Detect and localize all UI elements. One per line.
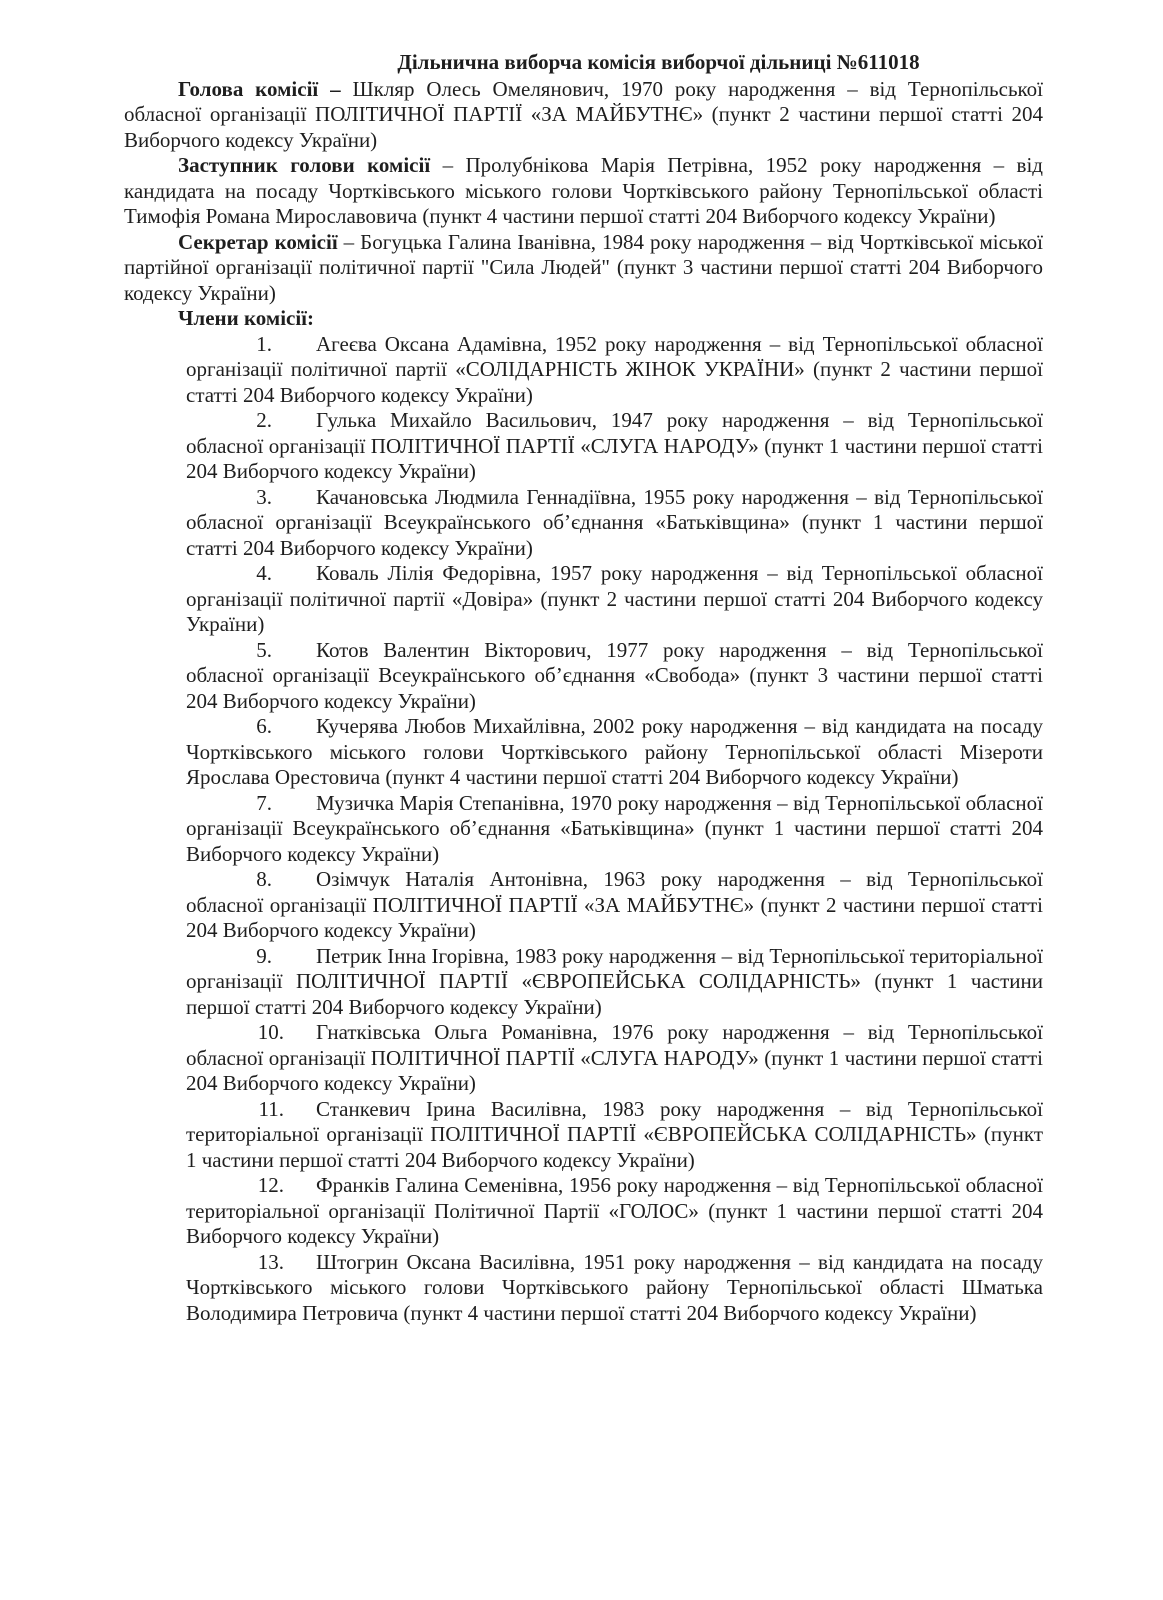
member-item (186, 1097, 1043, 1174)
deputy-text: – Пролубнікова Марія Петрівна, 1952 року народження – від кандидата на посаду Чортківського міського голови Чортківського району Тернопільської області Тимофія Романа Мирославовича (пункт 4 частини першої статті 204 Виборчого кодексу України) (124, 153, 1043, 228)
member-text: Гулька Михайло Васильович, 1947 року народження – від Тернопільської обласної організації ПОЛІТИЧНОЇ ПАРТІЇ «СЛУГА НАРОДУ» (пункт 1 частини першої статті 204 Виборчого кодексу України) (186, 408, 1043, 483)
member-number: 11. (258, 1096, 284, 1121)
members-heading: Члени комісії: (178, 306, 315, 330)
member-item (186, 944, 1043, 1021)
secretary-text: – Богуцька Галина Іванівна, 1984 року народження – від Чортківської міської партійної організації політичної партії "Сила Людей" (пункт 3 частини першої статті 204 Виборчого кодексу України) (124, 229, 1043, 305)
member-item (186, 1020, 1043, 1097)
member-text: Кучерява Любов Михайлівна, 2002 року народження – від кандидата на посаду Чортківського міського голови Чортківського району Тернопільської області Мізероти Ярослава Орестовича (пункт 4 частини першої статті 204 Виборчого кодексу України) (186, 714, 1043, 789)
member-number: 2. (256, 408, 272, 432)
member-text: Петрик Інна Ігорівна, 1983 року народження – від Тернопільської територіальної організації ПОЛІТИЧНОЇ ПАРТІЇ «ЄВРОПЕЙСЬКА СОЛІДАРНІСТЬ» (пункт 1 частини першої статті 204 Виборчого кодексу України) (186, 943, 1043, 1019)
member-number: 8. (256, 867, 272, 891)
member-number: 6. (256, 714, 272, 738)
member-number: 9. (256, 943, 272, 968)
member-item (186, 561, 1043, 638)
member-item (186, 867, 1043, 944)
member-item (186, 1173, 1043, 1250)
member-text: Котов Валентин Вікторович, 1977 року народження – від Тернопільської обласної організації Всеукраїнського об’єднання «Свобода» (пункт 3 частини першої статті 204 Виборчого кодексу України) (186, 637, 1043, 713)
member-item (186, 714, 1043, 791)
member-text: Гнатківська Ольга Романівна, 1976 року народження – від Тернопільської обласної організації ПОЛІТИЧНОЇ ПАРТІЇ «СЛУГА НАРОДУ» (пункт 1 частини першої статті 204 Виборчого кодексу України) (186, 1020, 1043, 1095)
member-text: Коваль Лілія Федорівна, 1957 року народження – від Тернопільської обласної організації політичної партії «Довіра» (пункт 2 частини першої статті 204 Виборчого кодексу України) (186, 561, 1043, 636)
member-item (186, 332, 1043, 409)
member-number: 7. (256, 790, 272, 815)
member-text: Музичка Марія Степанівна, 1970 року народження – від Тернопільської обласної організації Всеукраїнського об’єднання «Батьківщина» (пункт 1 частини першої статті 204 Виборчого кодексу України) (186, 790, 1043, 866)
member-text: Франків Галина Семенівна, 1956 року народження – від Тернопільської обласної територіальної організації Політичної Партії «ГОЛОС» (пункт 1 частини першої статті 204 Виборчого кодексу України) (186, 1173, 1043, 1248)
members-list (124, 332, 1043, 1327)
document-title: Дільнична виборча комісія виборчої дільниці №611018 (397, 50, 920, 74)
member-number: 5. (256, 637, 272, 662)
member-number: 13. (257, 1249, 284, 1274)
deputy-paragraph (124, 153, 1043, 230)
member-text: Озімчук Наталія Антонівна, 1963 року народження – від Тернопільської обласної організації ПОЛІТИЧНОЇ ПАРТІЇ «ЗА МАЙБУТНЄ» (пункт 2 частини першої статті 204 Виборчого кодексу України) (186, 867, 1043, 942)
member-item (186, 791, 1043, 868)
member-text: Штогрин Оксана Василівна, 1951 року народження – від кандидата на посаду Чортківського міського голови Чортківського району Тернопільської області Шматька Володимира Петровича (пункт 4 частини першої статті 204 Виборчого кодексу України) (186, 1249, 1043, 1325)
chair-paragraph (124, 77, 1043, 154)
member-number: 12. (257, 1173, 284, 1197)
member-text: Качановська Людмила Геннадіївна, 1955 року народження – від Тернопільської обласної організації Всеукраїнського об’єднання «Батьківщина» (пункт 1 частини першої статті 204 Виборчого кодексу України) (186, 484, 1043, 560)
deputy-role: Заступник голови комісії (178, 153, 431, 177)
member-text: Станкевич Ірина Василівна, 1983 року народження – від Тернопільської територіальної організації ПОЛІТИЧНОЇ ПАРТІЇ «ЄВРОПЕЙСЬКА СОЛІДАРНІСТЬ» (пункт 1 частини першої статті 204 Виборчого кодексу України) (186, 1096, 1043, 1172)
chair-role: Голова комісії – (178, 76, 341, 101)
secretary-paragraph (124, 230, 1043, 307)
member-number: 3. (256, 484, 272, 509)
member-item (186, 638, 1043, 715)
member-item (186, 1250, 1043, 1327)
member-item (186, 485, 1043, 562)
member-number: 10. (257, 1020, 284, 1044)
member-number: 1. (256, 331, 272, 356)
member-item (186, 408, 1043, 485)
chair-text: Шкляр Олесь Омелянович, 1970 року народження – від Тернопільської обласної організації ПОЛІТИЧНОЇ ПАРТІЇ «ЗА МАЙБУТНЄ» (пункт 2 частини першої статті 204 Виборчого кодексу України) (124, 76, 1043, 152)
member-text: Агеєва Оксана Адамівна, 1952 року народження – від Тернопільської обласної організації політичної партії «СОЛІДАРНІСТЬ ЖІНОК УКРАЇНИ» (пункт 2 частини першої статті 204 Виборчого кодексу України) (186, 331, 1043, 407)
member-number: 4. (256, 561, 272, 585)
secretary-role: Секретар комісії (178, 229, 338, 254)
